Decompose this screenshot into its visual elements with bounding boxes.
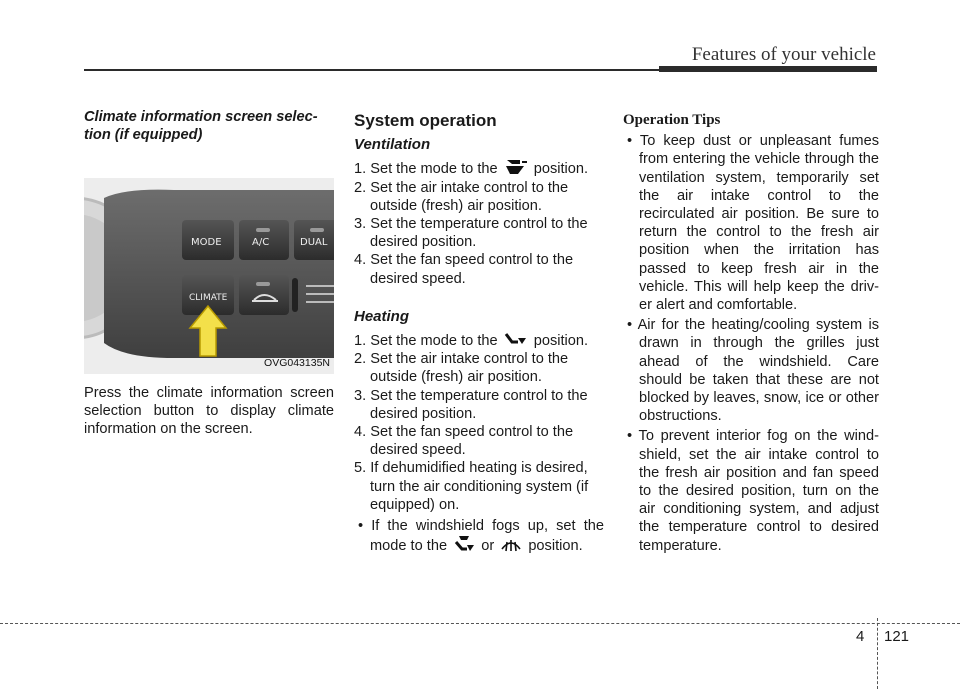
step-text: position. [533, 333, 589, 350]
left-column [84, 108, 334, 439]
list-item: 5. If dehumidified heating is desired, turn the air conditioning system (if equipped) on. [354, 460, 589, 513]
right-column [623, 108, 879, 557]
list-item: 4. Set the fan speed control to the desired speed. [354, 252, 574, 287]
list-item: • If the windshield fogs up, set the mode to the or position. [358, 518, 604, 555]
list-item: 2. Set the air intake control to the outside (fresh) air position. [354, 351, 569, 386]
list-item: • To prevent interior fog on the wind-shield, set the air intake control to the fresh air position and fan speed to the desired position, turn on the air conditioning system, and adjust the temperature control to desired temperature. [627, 428, 879, 554]
bullet-text: or [481, 538, 495, 555]
footer-divider [877, 618, 878, 689]
step-text: 1. Set the mode to the [354, 333, 498, 350]
climate-button-label: CLIMATE [189, 293, 228, 303]
list-item: 4. Set the fan speed control to the desired speed. [354, 424, 574, 459]
face-vent-icon [504, 158, 528, 176]
page-number: 121 [884, 628, 910, 645]
floor-vent-icon [504, 330, 528, 348]
mode-button-label: MODE [191, 237, 222, 248]
footer-rule [0, 623, 960, 624]
tip-text: To prevent interior fog on the wind-shield, set the air intake control to the fresh air position and fan speed to the desired position, turn on the air conditioning system, and adjust the temperature control to desired temperature. [638, 428, 879, 554]
heading-line: Climate information screen selec- [84, 109, 318, 125]
defrost-icon [500, 535, 522, 553]
operation-tips-heading: Operation Tips [623, 112, 721, 128]
system-operation-heading: System operation [354, 111, 497, 130]
running-header: Features of your vehicle [691, 44, 876, 65]
ventilation-steps [354, 158, 604, 287]
header-rule-accent [659, 66, 877, 72]
tip-text: Air for the heating/cooling system is drawn in through the grilles just ahead of the windshield. Care should be taken that these are not blocked by leaves, snow, ice or other obstructions. [637, 317, 879, 425]
figure-code: OVG043135N [264, 356, 330, 369]
climate-control-photo [84, 178, 334, 374]
list-item: 3. Set the temperature control to the desired position. [354, 387, 588, 422]
tip-text: To keep dust or unpleasant fumes from entering the vehicle through the ventilation system, temporarily set the air intake control to the recirculated air position. Be sure to return the control to the fresh air position when the irritation has passed to keep fresh air in the vehicle. This will help keep the driv-er alert and comfortable. [639, 133, 880, 314]
ventilation-heading: Ventilation [354, 136, 431, 154]
list-item: • To keep dust or unpleasant fumes from entering the vehicle through the ventilation system, temporarily set the air intake control to the recirculated air position. Be sure to return the control to the fresh air position when the irritation has passed to keep fresh air in the vehicle. This will help keep the driv-er alert and comfortable. [627, 133, 880, 314]
chapter-number: 4 [856, 628, 865, 645]
heating-steps [354, 330, 604, 514]
dual-button-label: DUAL [300, 237, 328, 248]
list-item: 2. Set the air intake control to the outside (fresh) air position. [354, 179, 569, 214]
list-item [354, 330, 604, 350]
list-item [354, 158, 604, 178]
climate-screen-paragraph: Press the climate information screen selection button to display climate information on the screen. [84, 385, 334, 438]
heading-line: tion (if equipped) [84, 127, 203, 143]
climate-screen-heading [84, 108, 334, 144]
step-text: 1. Set the mode to the [354, 161, 498, 178]
ac-button-label: A/C [252, 237, 270, 248]
operation-tips-list [623, 132, 879, 555]
control-panel-illustration [84, 178, 334, 374]
heating-heading: Heating [354, 307, 410, 325]
heating-bullets [354, 517, 604, 555]
middle-column [354, 108, 604, 557]
list-item: • Air for the heating/cooling system is drawn in through the grilles just ahead of the windshield. Care should be taken that these are not blocked by leaves, snow, ice or other obstructions. [627, 317, 879, 425]
bullet-text: position. [528, 538, 583, 555]
list-item: 3. Set the temperature control to the desired position. [354, 216, 588, 251]
floor-defrost-icon [453, 535, 475, 553]
step-text: position. [533, 161, 589, 178]
bullet-text: If the windshield fogs up, set the mode to the [370, 518, 604, 555]
